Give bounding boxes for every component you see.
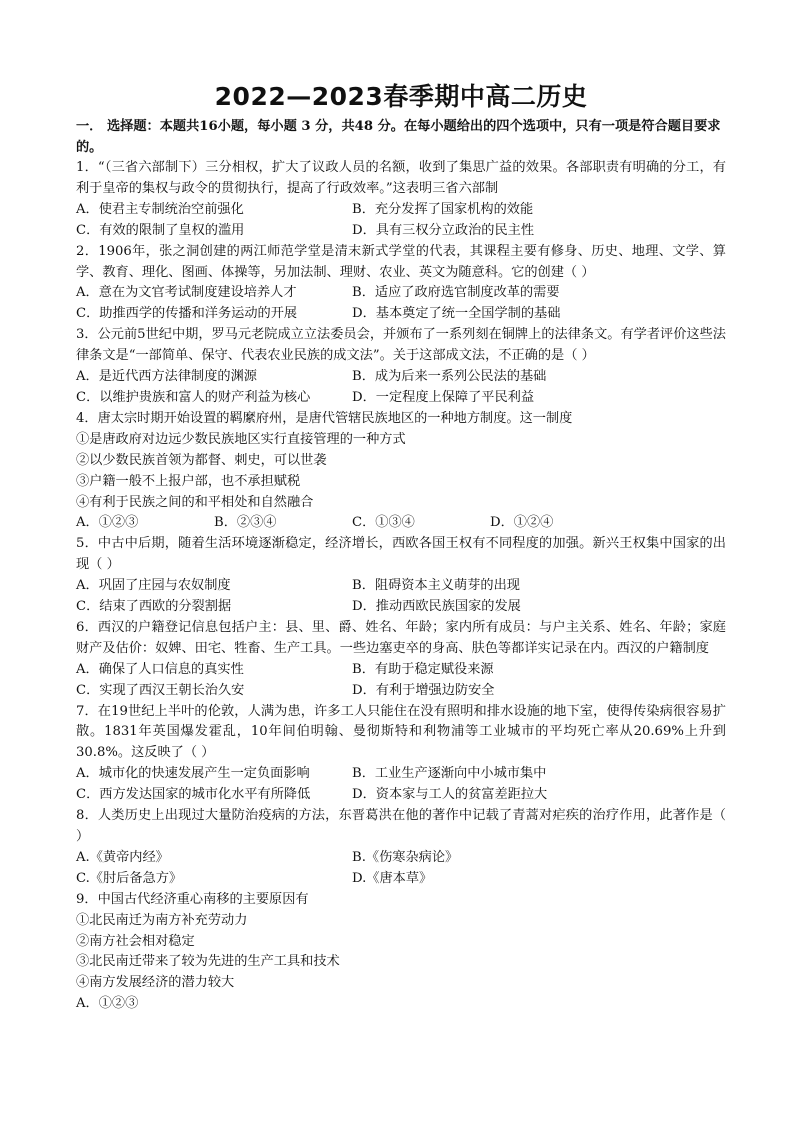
question-7 [76, 702, 726, 807]
option-row [76, 576, 726, 597]
option-b: B．阻碍资本主义萌芽的出现 [352, 578, 520, 594]
question-stem: 2．1906年，张之洞创建的两江师范学堂是清末新式学堂的代表，其课程主要有修身、历史、地理、文学、算学、教育、理化、图画、体操等，另加法制、理财、农业、英文为随意科。它的创建（ ） [76, 243, 726, 280]
statement-item: ②以少数民族首领为都督、刺史，可以世袭 [76, 452, 327, 468]
question-stem: 8．人类历史上出现过大量防治疫病的方法，东晋葛洪在他的著作中记载了青蒿对疟疾的治疗作用，此著作是（ ） [76, 808, 726, 844]
option-a: A．城市化的快速发展产生一定负面影响 [76, 766, 310, 782]
option-row [76, 388, 726, 409]
option-row [76, 764, 726, 785]
exam-page [76, 80, 726, 1015]
option-row [76, 994, 726, 1015]
question-stem: 6．西汉的户籍登记信息包括户主：县、里、爵、姓名、年龄；家内所有成员：与户主关系、姓名、年龄；家庭财产及估价：奴婢、田宅、牲畜、生产工具。一些边塞吏卒的身高、肤色等都详实记录在内。西汉的户籍制度 [76, 619, 726, 656]
option-row [76, 848, 726, 869]
option-d: D．推动西欧民族国家的发展 [352, 599, 521, 615]
option-d: D．资本家与工人的贫富差距拉大 [352, 787, 548, 803]
option-a: A.《黄帝内经》 [76, 849, 169, 865]
option-a: A．确保了人口信息的真实性 [76, 661, 244, 677]
statement-item: ④南方发展经济的潜力较大 [76, 975, 235, 991]
option-row [76, 221, 726, 242]
option-a: A．意在为文官考试制度建设培养人才 [76, 285, 297, 301]
question-5 [76, 534, 726, 618]
option-row [76, 681, 726, 702]
statement-item: ①是唐政府对边远少数民族地区实行直接管理的一种方式 [76, 431, 406, 447]
statement-item: ①北民南迁为南方补充劳动力 [76, 912, 248, 928]
option-a: A．巩固了庄园与农奴制度 [76, 578, 231, 594]
option-b: B．有助于稳定赋役来源 [352, 661, 494, 677]
option-b: B．适应了政府选官制度改革的需要 [352, 285, 560, 301]
option-a: A．是近代西方法律制度的渊源 [76, 369, 257, 385]
option-c: C．①③④ [352, 515, 415, 531]
option-c: C．助推西学的传播和洋务运动的开展 [76, 306, 298, 322]
option-a: A．使君主专制统治空前强化 [76, 201, 244, 217]
option-c: C．结束了西欧的分裂割据 [76, 599, 232, 615]
option-d: D．有利于增强边防安全 [352, 682, 495, 698]
statement-item: ③户籍一般不上报户部，也不承担赋税 [76, 473, 301, 489]
option-row [76, 597, 726, 618]
option-a: A．①②③ [76, 996, 139, 1012]
question-8 [76, 806, 726, 890]
question-stem: 5．中古中后期，随着生活环境逐渐稳定，经济增长，西欧各国王权有不同程度的加强。新兴王权集中国家的出现（ ） [76, 536, 726, 573]
question-2 [76, 242, 726, 326]
section-header: 一． 选择题：本题共16小题，每小题 3 分，共48 分。在每小题给出的四个选项中，只有一项是符合题目要求的。 [76, 119, 721, 155]
option-row [76, 660, 726, 681]
question-stem: 9．中国古代经济重心南移的主要原因有 [76, 891, 309, 907]
question-6 [76, 618, 726, 702]
statement-item: ③北民南迁带来了较为先进的生产工具和技术 [76, 954, 340, 970]
question-4 [76, 409, 726, 534]
option-row [76, 200, 726, 221]
option-b: B．成为后来一系列公民法的基础 [352, 369, 547, 385]
option-row [76, 304, 726, 325]
option-c: C．有效的限制了皇权的滥用 [76, 222, 245, 238]
option-row [76, 283, 726, 304]
option-b: B.《伤寒杂病论》 [352, 849, 459, 865]
question-stem: 7．在19世纪上半叶的伦敦，人满为患，许多工人只能住在没有照明和排水设施的地下室，使得传染病很容易扩散。1831年英国爆发霍乱，10年间伯明翰、曼彻斯特和利物浦等工业城市的平均死亡率从20.69%上升到30.8%。这反映了（ ） [76, 703, 726, 761]
option-d: D．基本奠定了统一全国学制的基础 [352, 306, 561, 322]
option-c: C．西方发达国家的城市化水平有所降低 [76, 787, 311, 803]
statement-item: ④有利于民族之间的和平相处和自然融合 [76, 494, 314, 510]
option-d: D．①②④ [490, 515, 554, 531]
question-stem: 3．公元前5世纪中期，罗马元老院成立立法委员会，并颁布了一系列刻在铜牌上的法律条文。有学者评价这些法律条文是“一部简单、保守、代表农业民族的成文法”。关于这部成文法，不正确的是（ ） [76, 327, 726, 364]
option-c: C．实现了西汉王朝长治久安 [76, 682, 245, 698]
question-3 [76, 325, 726, 409]
option-row [76, 367, 726, 388]
question-9 [76, 890, 726, 1015]
option-row [76, 869, 726, 890]
option-c: C．以维护贵族和富人的财产利益为核心 [76, 389, 311, 405]
option-b: B．②③④ [214, 515, 277, 531]
option-b: B．工业生产逐渐向中小城市集中 [352, 766, 547, 782]
option-row [76, 785, 726, 806]
option-d: D．一定程度上保障了平民利益 [352, 389, 535, 405]
option-row [76, 513, 726, 534]
option-c: C.《肘后备急方》 [76, 870, 183, 886]
statement-item: ②南方社会相对稳定 [76, 933, 195, 949]
option-d: D.《唐本草》 [352, 870, 433, 886]
question-1 [76, 158, 726, 242]
option-a: A．①②③ [76, 515, 139, 531]
option-b: B．充分发挥了国家机构的效能 [352, 201, 534, 217]
option-d: D．具有三权分立政治的民主性 [352, 222, 535, 238]
page-title: 2022—2023春季期中高二历史 [214, 82, 588, 111]
question-stem: 1．“（三省六部制下）三分相权，扩大了议政人员的名额，收到了集思广益的效果。各部职责有明确的分工，有利于皇帝的集权与政令的贯彻执行，提高了行政效率。”这表明三省六部制 [76, 160, 726, 196]
question-stem: 4．唐太宗时期开始设置的羁縻府州，是唐代管辖民族地区的一种地方制度。这一制度 [76, 410, 573, 426]
